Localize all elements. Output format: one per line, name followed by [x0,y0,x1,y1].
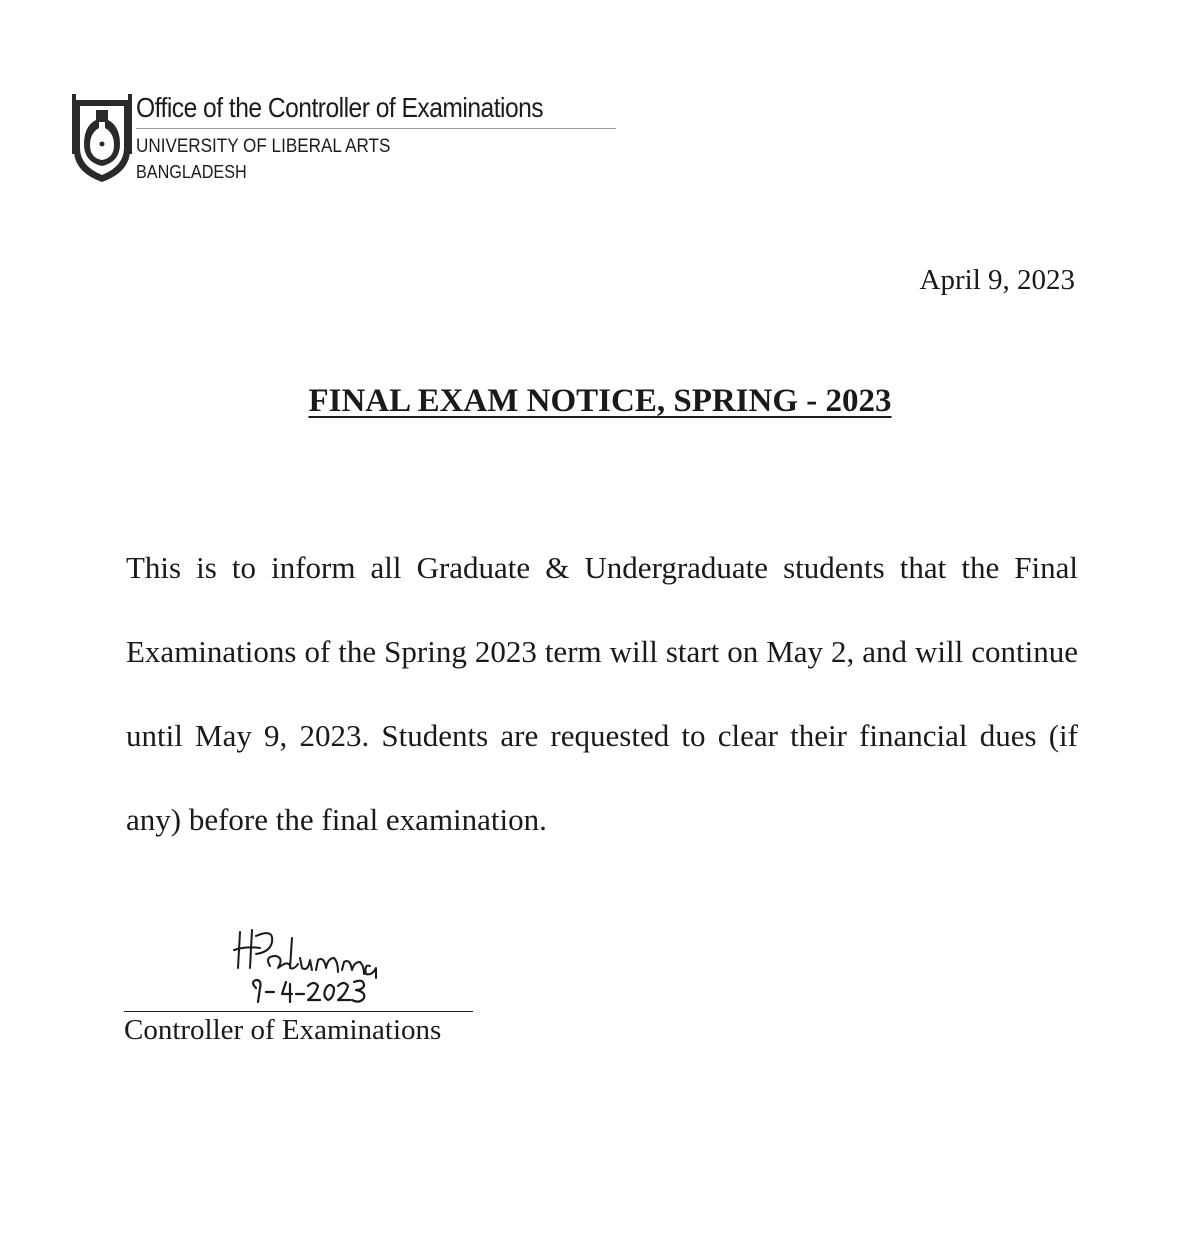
university-name: UNIVERSITY OF LIBERAL ARTS [136,136,391,157]
letterhead-rule [136,128,616,129]
handwritten-signature [230,922,390,1012]
signature-line [124,1011,473,1012]
university-country: BANGLADESH [136,162,247,182]
notice-body: This is to inform all Graduate & Undergraduate students that the Final Examinations of the Spring 2023 term will start on May 2, and will continue until May 9, 2023. Students are requested to clear their financial dues (if any) before the final examination. [126,550,1078,837]
notice-title: FINAL EXAM NOTICE, SPRING - 2023 [308,383,892,419]
university-logo [70,92,134,184]
office-name: Office of the Controller of Examinations [136,92,544,123]
notice-date: April 9, 2023 [919,264,1075,296]
signatory-designation: Controller of Examinations [124,1014,442,1046]
letterhead [70,92,590,192]
notice-title-wrapper [0,383,1200,420]
